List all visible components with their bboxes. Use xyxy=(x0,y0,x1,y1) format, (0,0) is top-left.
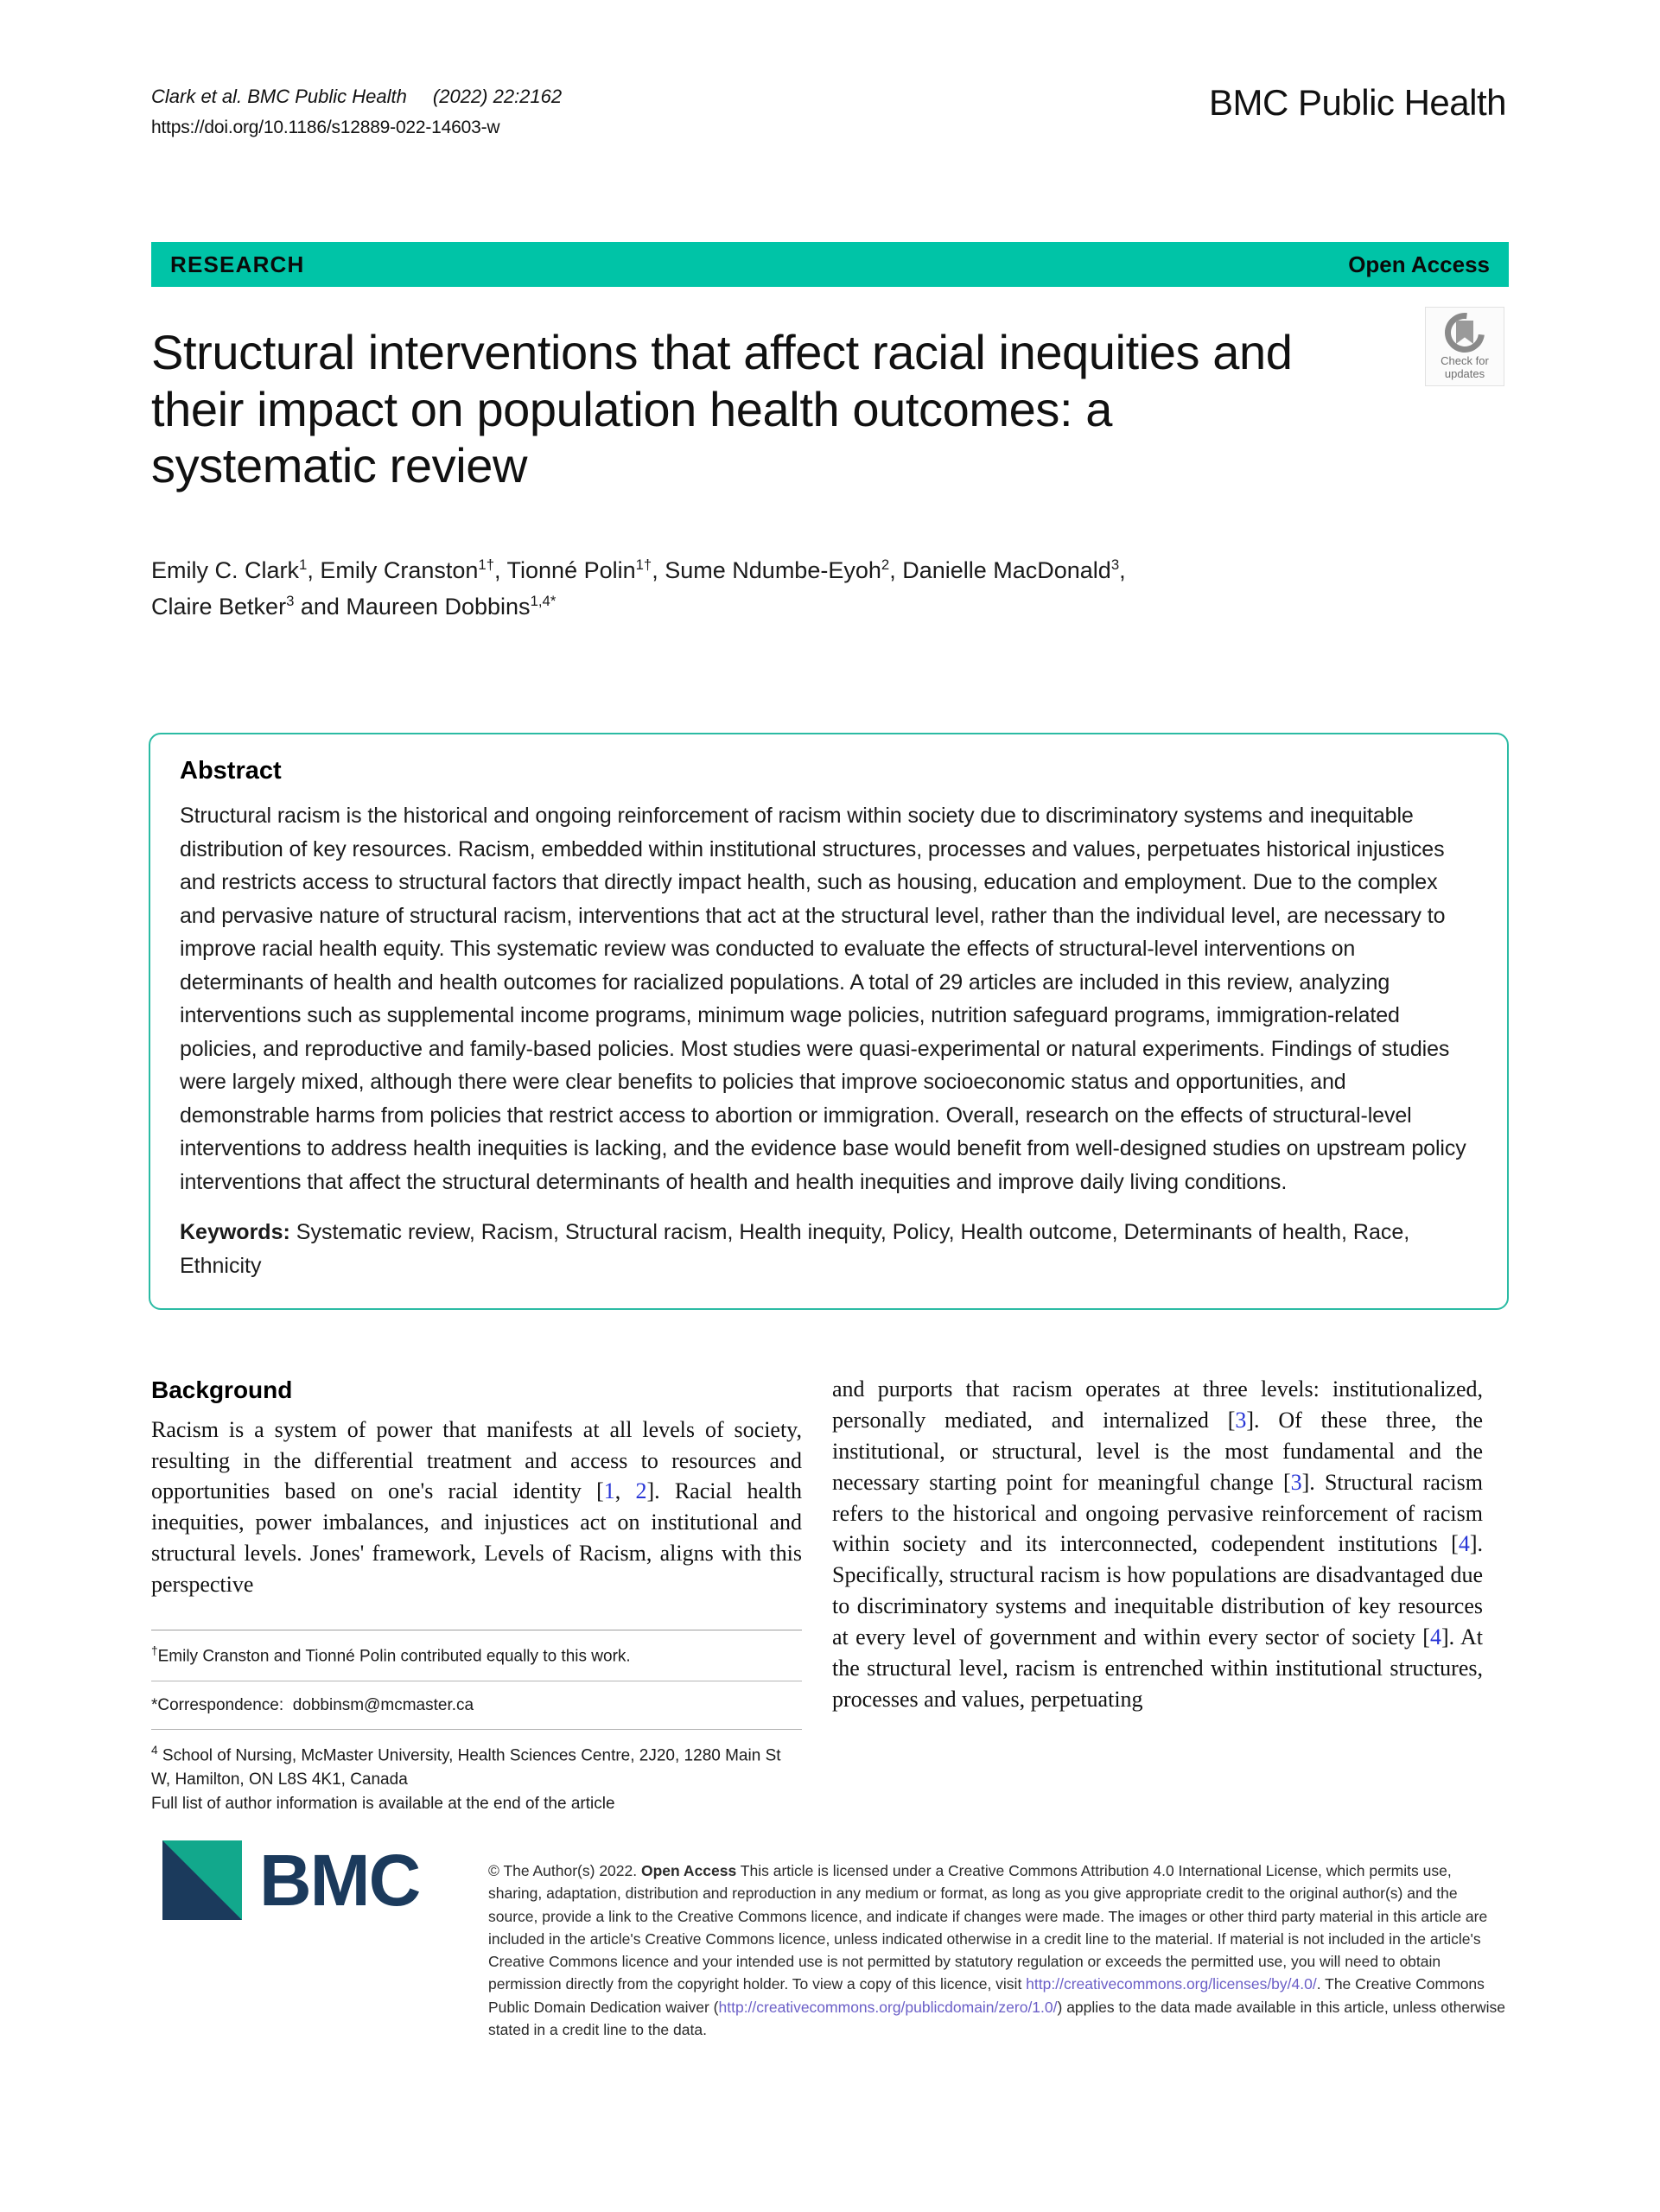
crossmark-icon xyxy=(1445,313,1485,353)
paragraph-text: Racism is a system of power that manifests at all levels of society, resulting in the differential treatment and access to resources and opportunities based on one's racial identity [ xyxy=(151,1416,802,1504)
crossmark-text xyxy=(1441,355,1489,380)
equal-contribution-note xyxy=(151,1639,802,1672)
author-affiliation-marker: 1,4* xyxy=(530,592,557,609)
citation-link[interactable]: 3 xyxy=(1290,1469,1302,1495)
author-affiliation-marker: 1† xyxy=(635,556,652,573)
bmc-wordmark: BMC xyxy=(259,1839,420,1921)
author-name: Emily C. Clark xyxy=(151,557,300,583)
bmc-logo xyxy=(162,1840,419,1920)
journal-title: BMC Public Health xyxy=(1209,82,1506,123)
equal-contribution-text: Emily Cranston and Tionné Polin contributed equally to this work. xyxy=(157,1647,631,1666)
author-list xyxy=(151,553,1301,626)
license-url-cc-zero[interactable]: http://creativecommons.org/publicdomain/zero/1.0/ xyxy=(718,1998,1058,2016)
author-name: , Danielle MacDonald xyxy=(889,557,1111,583)
license-text: ) applies to the data made available in this article, unless otherwise stated in a credit line to the data. xyxy=(488,1998,1505,2038)
author-affiliation-marker: 2 xyxy=(881,556,890,573)
crossmark-line2: updates xyxy=(1444,366,1485,380)
access-bar xyxy=(151,242,1509,287)
author-name: , Sume Ndumbe-Eyoh xyxy=(652,557,881,583)
crossmark-line1: Check for xyxy=(1441,353,1489,367)
citation-link[interactable]: 2 xyxy=(635,1478,647,1504)
affiliation-note xyxy=(151,1738,802,1819)
doi-link[interactable]: https://doi.org/10.1186/s12889-022-14603-w xyxy=(151,118,500,137)
paragraph-text: and purports that racism operates at three levels: institutionalized, personally mediated, and internalized [ xyxy=(832,1376,1483,1433)
keywords-row xyxy=(180,1216,1478,1282)
running-head-citation: Clark et al. BMC Public Health xyxy=(151,86,407,107)
paragraph-text: ]. Structural racism refers to the historical and ongoing pervasive reinforcement of racism within society and its interconnected, codependent institutions [ xyxy=(832,1469,1483,1557)
citation-link[interactable]: 3 xyxy=(1235,1407,1247,1433)
citation-separator: , xyxy=(614,1478,636,1504)
author-affiliation-marker: 1† xyxy=(478,556,495,573)
keywords-label: Keywords: xyxy=(180,1220,290,1244)
author-name: Claire Betker xyxy=(151,593,287,620)
running-head-volume: (2022) 22:2162 xyxy=(432,86,563,107)
author-affiliation-marker: 3 xyxy=(1110,556,1120,573)
author-separator: , xyxy=(1119,557,1126,583)
author-affiliation-marker: 1 xyxy=(299,556,308,573)
author-name: , Emily Cranston xyxy=(307,557,479,583)
open-access-bold-label: Open Access xyxy=(641,1862,737,1879)
affiliation-marker: 4 xyxy=(151,1744,158,1758)
dagger-marker: † xyxy=(151,1644,158,1657)
abstract-body: Structural racism is the historical and ongoing reinforcement of racism within society due to discriminatory systems and inequitable distribution of key resources. Racism, embedded within institutional structures, processes and values, perpetuates historical injustices and restricts access to structural factors that directly impact health, such as housing, education and employment. Due to the complex and pervasive nature of structural racism, interventions that act at the structural level, rather than the individual level, are necessary to improve racial health equity. This systematic review was conducted to evaluate the effects of structural-level interventions on determinants of health and health outcomes for racialized populations. A total of 29 articles are included in this review, analyzing interventions such as supplemental income programs, minimum wage policies, nutrition safeguard programs, immigration-related policies, and reproductive and family-based policies. Most studies were quasi-experimental or natural experiments. Findings of studies were largely mixed, although there were clear benefits to policies that improve socioeconomic status and opportunities, and demonstrable harms from policies that restrict access to abortion or immigration. Overall, research on the effects of structural-level interventions to address health inequities is lacking, and the evidence base would benefit from well-designed studies on upstream policy interventions that affect the structural determinants of health and health inequities and improve daily living conditions. xyxy=(180,804,1466,1194)
license-url-cc-by[interactable]: http://creativecommons.org/licenses/by/4.0/ xyxy=(1026,1975,1317,1993)
correspondence-label: *Correspondence: xyxy=(151,1695,284,1714)
paragraph-text: ]. Specifically, structural racism is how populations are disadvantaged due to discriminatory systems and inequitable distribution of key resources at every level of government and within every sector of society [ xyxy=(832,1531,1483,1649)
page-title: Structural interventions that affect racial inequities and their impact on population health outcomes: a systematic review xyxy=(151,325,1293,493)
background-paragraph-left xyxy=(151,1414,802,1600)
body-column-left xyxy=(151,1374,802,1600)
crossmark-badge[interactable] xyxy=(1425,307,1504,386)
author-affiliation-marker: 3 xyxy=(286,592,295,609)
copyright-text: © The Author(s) 2022. xyxy=(488,1862,638,1879)
correspondence-email[interactable]: dobbinsm@mcmaster.ca xyxy=(292,1695,474,1714)
full-author-list-note: Full list of author information is available at the end of the article xyxy=(151,1794,615,1813)
article-type-label: RESEARCH xyxy=(170,251,305,277)
license-text: This article is licensed under a Creative Commons Attribution 4.0 International License, which permits use, sharing, adaptation, distribution and reproduction in any medium or format, as long as you give appropriate credit to the original author(s) and the source, provide a link to the Creative Commons licence, and indicate if changes were made. The images or other third party material in this article are included in the article's Creative Commons licence, unless indicated otherwise in a credit line to the material. If material is not included in the article's Creative Commons licence and your intended use is not permitted by statutory regulation or exceeds the permitted use, you will need to obtain permission directly from the copyright holder. To view a copy of this licence, visit xyxy=(488,1862,1488,1993)
citation-link[interactable]: 1 xyxy=(603,1478,615,1504)
body-column-right xyxy=(832,1374,1483,1715)
abstract-box xyxy=(149,733,1509,1310)
bmc-square-icon xyxy=(162,1840,242,1920)
section-heading-background: Background xyxy=(151,1376,293,1403)
keywords-list: Systematic review, Racism, Structural racism, Health inequity, Policy, Health outcome, Determinants of health, Race, Ethnicity xyxy=(180,1220,1410,1278)
abstract-heading: Abstract xyxy=(180,757,282,785)
citation-link[interactable]: 4 xyxy=(1458,1531,1470,1557)
correspondence-note xyxy=(151,1690,802,1721)
open-access-label: Open Access xyxy=(1348,251,1490,277)
paragraph-text: ]. Of these three, the institutional, or structural, level is the most fundamental and the necessary starting point for meaningful change [ xyxy=(832,1407,1483,1495)
author-name: , Tionné Polin xyxy=(494,557,636,583)
paragraph-text: ]. At the structural level, racism is entrenched within institutional structures, processes and values, perpetuating xyxy=(832,1624,1483,1712)
footnotes-block xyxy=(151,1621,802,1819)
running-head xyxy=(151,82,562,142)
footnote-divider xyxy=(151,1729,802,1730)
affiliation-text: School of Nursing, McMaster University, Health Sciences Centre, 2J20, 1280 Main St W, Hamilton, ON L8S 4K1, Canada xyxy=(151,1746,781,1789)
background-paragraph-right xyxy=(832,1374,1483,1715)
license-statement xyxy=(488,1859,1509,2041)
license-text: . The Creative Commons Public Domain Dedication waiver ( xyxy=(488,1975,1485,2016)
citation-link[interactable]: 4 xyxy=(1429,1624,1441,1649)
paragraph-text: ]. Racial health inequities, power imbalances, and injustices act on institutional and structural levels. Jones' framework, Levels of Racism, aligns with this perspective xyxy=(151,1478,802,1597)
author-name: and Maureen Dobbins xyxy=(294,593,531,620)
